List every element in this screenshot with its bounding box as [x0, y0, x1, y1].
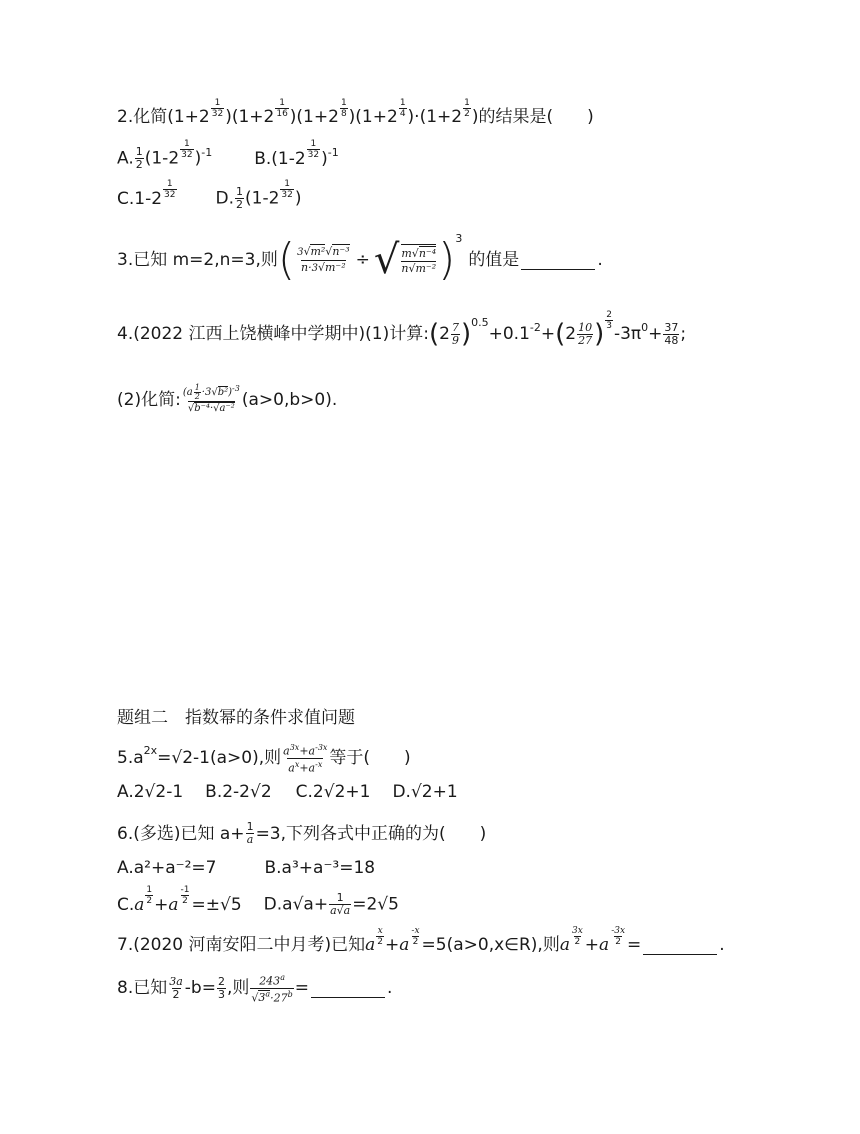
- q5-stem: 5.a 2x =√2-1(a>0),则 $\frac{a^{3x}+a^{-3x}}{a^x+a^{-x}}$ 等于( ): [117, 743, 411, 775]
- q2-options-ab: [117, 139, 339, 171]
- q2-stem: 2.化简 (1+2 $\frac{1}{32}$ )(1+2 $\frac{1}{16}$ )(1+2 $\frac{1}{8}$ )(1+2 $\frac{1}{4}$ )·(1+2 $\frac{1}{2}$ ) 的结果是( ): [117, 97, 594, 127]
- q2-option-d: D. $\frac{1}{2}$ (1-2 $\frac{1}{32}$ ): [215, 179, 302, 211]
- q5-option-b: B.2-2√2: [205, 782, 272, 802]
- q3-answer-blank[interactable]: [521, 251, 595, 270]
- q4-part2: (2)化简: (a $\frac{1}{2}$ ·3√b²)$^{-3}$ √b⁻⁴·√a⁻² (a>0,b>0).: [117, 383, 338, 414]
- q5-option-a: A.2√2-1: [117, 782, 184, 802]
- q2-options-cd: [117, 179, 302, 211]
- q4-part2-label: (2)化简:: [117, 390, 181, 410]
- q6-options-cd: [117, 885, 399, 917]
- q6-option-a: A.a²+a⁻²=7: [117, 858, 217, 878]
- q4-condition: (a>0,b>0).: [241, 390, 338, 410]
- q3-suffix: 的值是: [468, 250, 520, 270]
- q2-suffix: 的结果是( ): [478, 107, 594, 127]
- q4-prefix: 4.(2022 江西上饶横峰中学期中)(1)计算:: [117, 324, 429, 344]
- q6-option-d: D.a√a+ $\frac{1}{a√a}$ =2√5: [263, 891, 399, 917]
- q5-option-c: C.2√2+1: [295, 782, 371, 802]
- q7-answer-blank[interactable]: [643, 936, 717, 955]
- q3-prefix: 3.已知 m=2,n=3,则: [117, 250, 278, 270]
- q4-stem: 4.(2022 江西上饶横峰中学期中)(1)计算: ( 2 $\frac{7}{9}$ ) 0.5 $+0.1^{-2}+$ ( 2 $\frac{10}{27}$ ) $\frac{2}{3}$ $-3\pi^0+$ $\frac{37}{48}$ ;: [117, 309, 687, 349]
- q8-stem: 8.已知 $\frac{3a}{2}$ -b= $\frac{2}{3}$ ,则 $\frac{243^a}{√3^a\cdot 27^b}$ = .: [117, 973, 393, 1005]
- q3-stem: 3.已知 m=2,n=3,则 ( $\frac{\text{3√m²√n⁻³}}{\text{n·3√m⁻²}}$ ÷ √ $\frac{\text{m√n⁻⁴}}{\text{n√m⁻²}}$ ) 3 的值是 .: [117, 231, 603, 285]
- q6-option-b: B.a³+a⁻³=18: [264, 858, 376, 878]
- q5-options: [117, 781, 458, 803]
- q6-options-ab: [117, 857, 375, 879]
- q2-option-c: C.1-2 $\frac{1}{32}$: [117, 179, 176, 209]
- q2-option-b: B.(1-2 $\frac{1}{32}$ )$^{-1}$: [254, 139, 339, 169]
- section-title: 题组二 指数幂的条件求值问题: [117, 708, 355, 728]
- q6-stem: 6.(多选)已知 a+ $\frac{1}{a}$ =3,下列各式中正确的为( ): [117, 820, 487, 846]
- q2-prefix: 2.化简: [117, 107, 168, 127]
- q2-option-a: A. $\frac{1}{2}$ (1-2 $\frac{1}{32}$ )$^{-1}$: [117, 139, 213, 171]
- q5-option-d: D.√2+1: [392, 782, 458, 802]
- q6-option-c: C.a $\frac{1}{2}$ +a $\frac{-1}{2}$ =±√5: [117, 885, 242, 915]
- q7-stem: 7.(2020 河南安阳二中月考)已知 a $\frac{x}{2}$ + a $\frac{-x}{2}$ =5(a>0,x∈R),则 a $\frac{3x}{2}$ + a $\frac{-3x}{2}$ = .: [117, 925, 725, 955]
- q8-answer-blank[interactable]: [311, 979, 385, 998]
